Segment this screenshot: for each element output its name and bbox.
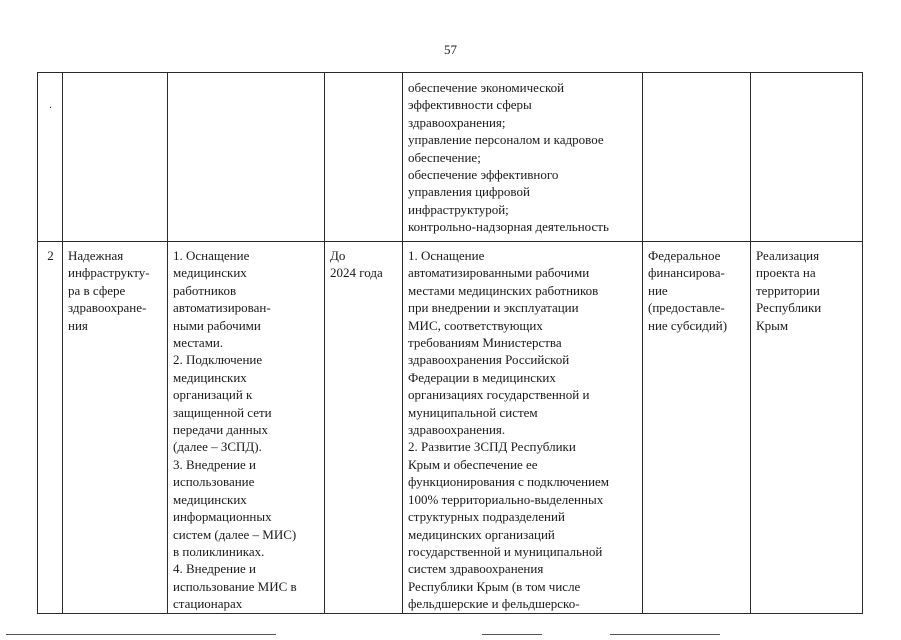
row-number-cell (38, 73, 63, 242)
term-cell (325, 73, 403, 242)
financing-cell: Федеральное финансирова- ние (предоставле- ние субсидий) (643, 242, 751, 614)
goal-cell (63, 73, 168, 242)
scan-mark: . (49, 100, 52, 111)
actions-cell: обеспечение экономической эффективности сферы здравоохранения; управление персоналом и кадровое обеспечение; обеспечение эффективного управления цифровой инфраструктурой; контрольно-надзорная деятельность (403, 73, 643, 242)
actions-cell: 1. Оснащение автоматизированными рабочими местами медицинских работников при внедрении и эксплуатации МИС, соответствующих требованиям Министерства здравоохранения Российской Федерации в медицинских организациях государственной и муниципальной систем здравоохранения. 2. Развитие ЗСПД Республики Крым и обеспечение ее функционирования с подключением 100% территориально-выделенных структурных подразделений медицинских организаций государственной и муниципальной систем здравоохранения Республики Крым (в том числе фельдшерские и фельдшерско- (403, 242, 643, 614)
page-number: 57 (444, 42, 457, 57)
term-cell: До 2024 года (325, 242, 403, 614)
table-row (38, 73, 863, 242)
bottom-rule-right (610, 634, 720, 635)
goal-cell: Надежная инфраструкту- ра в сфере здравоохране- ния (63, 242, 168, 614)
result-cell: Реализация проекта на территории Республики Крым (751, 242, 863, 614)
bottom-rule-middle (482, 634, 542, 635)
bottom-rule-left (6, 634, 276, 635)
row-number-cell: 2 (38, 242, 63, 614)
result-cell (751, 73, 863, 242)
measures-table (37, 72, 863, 614)
table-row (38, 242, 863, 614)
tasks-cell: 1. Оснащение медицинских работников автоматизирован- ными рабочими местами. 2. Подключение медицинских организаций к защищенной сети передачи данных (далее – ЗСПД). 3. Внедрение и использование медицинских информационных систем (далее – МИС) в поликлиниках. 4. Внедрение и использование МИС в стационарах (168, 242, 325, 614)
tasks-cell (168, 73, 325, 242)
financing-cell (643, 73, 751, 242)
